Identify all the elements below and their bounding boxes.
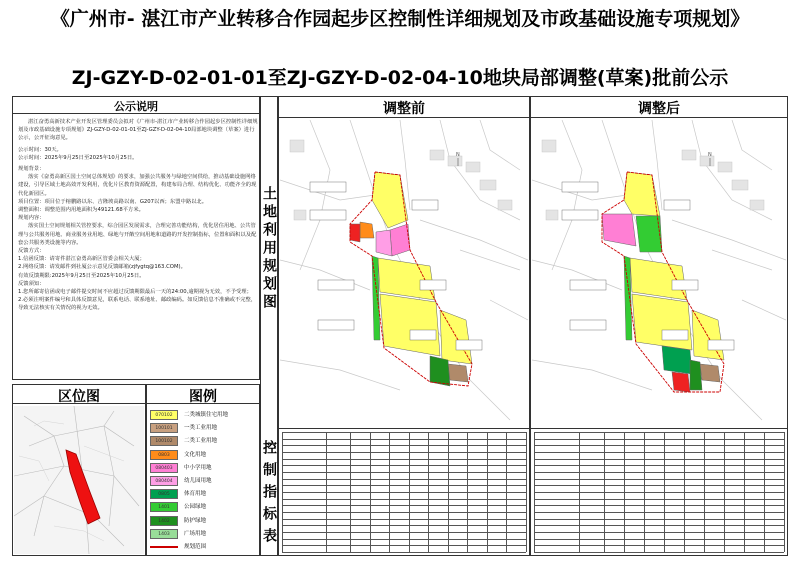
table-row-line xyxy=(534,525,784,526)
legend-swatch: 1403 xyxy=(150,529,178,539)
table-row-line xyxy=(534,512,784,513)
table-row-line xyxy=(534,459,784,460)
table-row-line xyxy=(282,459,526,460)
table-row-line xyxy=(282,539,526,540)
legend-swatch: 0803 xyxy=(150,450,178,460)
notice-paragraph: 公示时间：2025年9月25日至2025年10月25日。 xyxy=(18,154,138,161)
table-column-line xyxy=(624,432,625,552)
table-row-line xyxy=(534,445,784,446)
table-row-line xyxy=(282,472,526,473)
table-column-line xyxy=(526,432,527,552)
land-use-side-label xyxy=(260,186,278,317)
table-column-line xyxy=(389,432,390,552)
page-title-line1: 《广州市- 湛江市产业转移合作园起步区控制性详细规划及市政基础设施专项规划》 xyxy=(50,8,750,30)
notice-paragraph: 1.信函反馈：请寄件湛江奋勇高新区管委会相关大厦； xyxy=(18,256,145,263)
before-industrial xyxy=(448,364,468,382)
table-column-line xyxy=(409,432,410,552)
legend-label: 规划范围 xyxy=(184,544,207,550)
legend-item xyxy=(150,529,256,541)
legend-label: 一类工业用地 xyxy=(184,425,218,432)
table-column-line xyxy=(744,432,745,552)
table-column-line xyxy=(684,432,685,552)
control-table-before xyxy=(282,432,526,552)
legend-swatch: 0805 xyxy=(150,489,178,499)
notice-paragraph: 调整面积：调整范围内用地面积为49121.68平方米。 xyxy=(18,207,144,214)
notice-paragraph: 规划内容： xyxy=(18,215,45,222)
table-row-line xyxy=(282,532,526,533)
table-column-line xyxy=(467,432,468,552)
legend-item xyxy=(150,489,256,501)
control-table-after xyxy=(534,432,784,552)
land-use-label: 土地利用规划图 xyxy=(261,186,277,312)
location-map xyxy=(14,406,144,554)
table-row-line xyxy=(534,472,784,473)
notice-paragraph: 规划背景： xyxy=(18,166,45,173)
after-industrial xyxy=(700,364,720,382)
table-row-line xyxy=(534,452,784,453)
table-row-line xyxy=(282,545,526,546)
table-column-line xyxy=(579,432,580,552)
table-column-line xyxy=(370,432,371,552)
legend-label: 公园绿地 xyxy=(184,504,207,511)
control-side-label xyxy=(260,440,278,555)
table-column-line xyxy=(506,432,507,552)
before-school xyxy=(390,224,410,256)
legend-swatch xyxy=(150,546,178,548)
legend-heading: 图例 xyxy=(189,389,217,405)
table-row-line xyxy=(282,505,526,506)
table-row-line xyxy=(534,465,784,466)
legend-label: 文化用地 xyxy=(184,451,207,458)
table-column-line xyxy=(724,432,725,552)
table-column-line xyxy=(282,432,283,552)
table-column-line xyxy=(534,432,535,552)
legend-item xyxy=(150,423,256,435)
legend-swatch: 1401 xyxy=(150,502,178,512)
legend-item xyxy=(150,410,256,422)
table-row-line xyxy=(534,479,784,480)
notice-paragraph: 有效反馈期限:2025年9月25日至2025年10月25日。 xyxy=(18,272,145,279)
map-before-heading: 调整前 xyxy=(383,101,425,117)
notice-paragraph: 项目位置：项目位于榕鹏路以东、吉隆坡高路以南、G207以西；东盟中路以北。 xyxy=(18,198,208,205)
after-red-block xyxy=(672,372,690,392)
after-protect-green xyxy=(690,360,702,390)
table-row-line xyxy=(534,485,784,486)
legend-swatch: 1402 xyxy=(150,516,178,526)
table-column-line xyxy=(487,432,488,552)
svg-text:N: N xyxy=(708,152,712,158)
table-row-line xyxy=(282,465,526,466)
table-row-line xyxy=(282,485,526,486)
notice-paragraph: 反馈方式： xyxy=(18,248,45,255)
control-label: 控制指标表 xyxy=(261,440,277,550)
page-title-line2: ZJ-GZY-D-02-01-01至ZJ-GZY-D-02-04-10地块局部调整(草案)批前公示 xyxy=(71,67,729,89)
table-row-line xyxy=(534,492,784,493)
table-row-line xyxy=(282,525,526,526)
before-protect-green xyxy=(430,356,450,386)
before-school-2 xyxy=(376,230,392,256)
table-row-line xyxy=(282,445,526,446)
table-row-line xyxy=(534,545,784,546)
table-row-line xyxy=(282,479,526,480)
before-culture xyxy=(360,222,374,238)
table-column-line xyxy=(784,432,785,552)
legend-label: 幼儿园用地 xyxy=(184,478,212,484)
legend-swatch: 080403 xyxy=(150,463,178,473)
legend-item xyxy=(150,463,256,475)
table-column-line xyxy=(428,432,429,552)
legend-item xyxy=(150,436,256,448)
table-row-line xyxy=(534,532,784,533)
legend-label: 体育用地 xyxy=(184,491,207,498)
legend-label: 防护绿地 xyxy=(184,517,207,524)
map-after-heading: 调整后 xyxy=(638,101,680,117)
table-row-line xyxy=(534,499,784,500)
table-row-line xyxy=(282,512,526,513)
table-row-line xyxy=(534,505,784,506)
table-row-line xyxy=(282,552,526,553)
legend-label: 广场用地 xyxy=(184,530,207,537)
table-row-line xyxy=(282,499,526,500)
notice-paragraph: 2.网络反馈：请发邮件到社厦公示意见反馈邮箱(zjfygtq@163.COM)。 xyxy=(18,264,186,271)
table-column-line xyxy=(764,432,765,552)
table-column-line xyxy=(326,432,327,552)
legend-swatch: 080404 xyxy=(150,476,178,486)
legend-swatch: 100101 xyxy=(150,423,178,433)
notice-paragraph: 落实《奋勇高新区国土空间总体规划》的要求，加强公共服务与绿地空间供给，推动基础设施网络建设，引导区域土地高效开发利用，优化片区教育资源配置，构建布局合理、结构优化、功能齐全的现代化新园区。 xyxy=(18,174,257,197)
legend-label: 二类工业用地 xyxy=(184,438,218,445)
notice-paragraph: 湛江奋勇高新技术产业开发区管理委员会拟对《广州市-湛江市产业转移合作园起步区控制性详细规划及市政基础设施专项规划》ZJ-GZY-D-02-01-01至ZJ-GZY-D-02-04-10局部地块调整（草案）进行公示，公开征询意见。 xyxy=(18,119,258,142)
table-row-line xyxy=(534,539,784,540)
legend-item xyxy=(150,542,256,554)
table-row-line xyxy=(534,432,784,433)
after-sport xyxy=(662,346,692,374)
location-heading: 区位图 xyxy=(58,389,100,405)
table-row-line xyxy=(534,552,784,553)
table-column-line xyxy=(664,432,665,552)
table-column-line xyxy=(704,432,705,552)
legend-label: 中小学用地 xyxy=(184,464,212,471)
table-column-line xyxy=(604,432,605,552)
notice-paragraph: 2.必须注明案件编号和具体反馈意见，联系电话、联系地址、邮政编码。如反馈信息不准确或不完整，导致无法核实有关情况的视为无效。 xyxy=(18,297,257,312)
after-green-park xyxy=(636,216,662,252)
table-row-line xyxy=(282,492,526,493)
notice-heading: 公示说明 xyxy=(114,100,158,113)
before-residential-south xyxy=(380,294,440,356)
notice-paragraph: 1.您所邮寄信函或电子邮件提交时间不应超过反馈期限最后一天的24:00,逾期视为无效，不予受理； xyxy=(18,289,252,296)
legend-item xyxy=(150,476,256,488)
legend-label: 二类城镇住宅用地 xyxy=(184,412,229,418)
notice-paragraph: 落实国土空间规划相关管控要求，综合园区发展需求，合理完善功能结构，优化居住用地、公共管理与公共服务用地、商业服务业用地、绿地与开敞空间用地和道路的开发控制指标，位置和面积以及配套公共服务类设施等内容。 xyxy=(18,223,257,246)
before-red-block xyxy=(350,224,360,242)
notice-paragraph: 公示时间：30天。 xyxy=(18,146,62,153)
legend-swatch: 070102 xyxy=(150,410,178,420)
notice-paragraph: 反馈须知： xyxy=(18,280,45,287)
table-row-line xyxy=(282,519,526,520)
svg-text:N: N xyxy=(456,152,460,158)
after-residential-south xyxy=(632,294,692,350)
table-column-line xyxy=(644,432,645,552)
map-after xyxy=(532,120,786,426)
legend-item xyxy=(150,516,256,528)
legend-item xyxy=(150,450,256,462)
map-before xyxy=(280,120,528,426)
table-row-line xyxy=(534,439,784,440)
table-row-line xyxy=(282,432,526,433)
table-column-line xyxy=(350,432,351,552)
table-row-line xyxy=(282,452,526,453)
table-row-line xyxy=(282,439,526,440)
legend-swatch: 100102 xyxy=(150,436,178,446)
table-column-line xyxy=(448,432,449,552)
notice-body xyxy=(18,118,258,313)
table-row-line xyxy=(534,519,784,520)
legend-item xyxy=(150,502,256,514)
